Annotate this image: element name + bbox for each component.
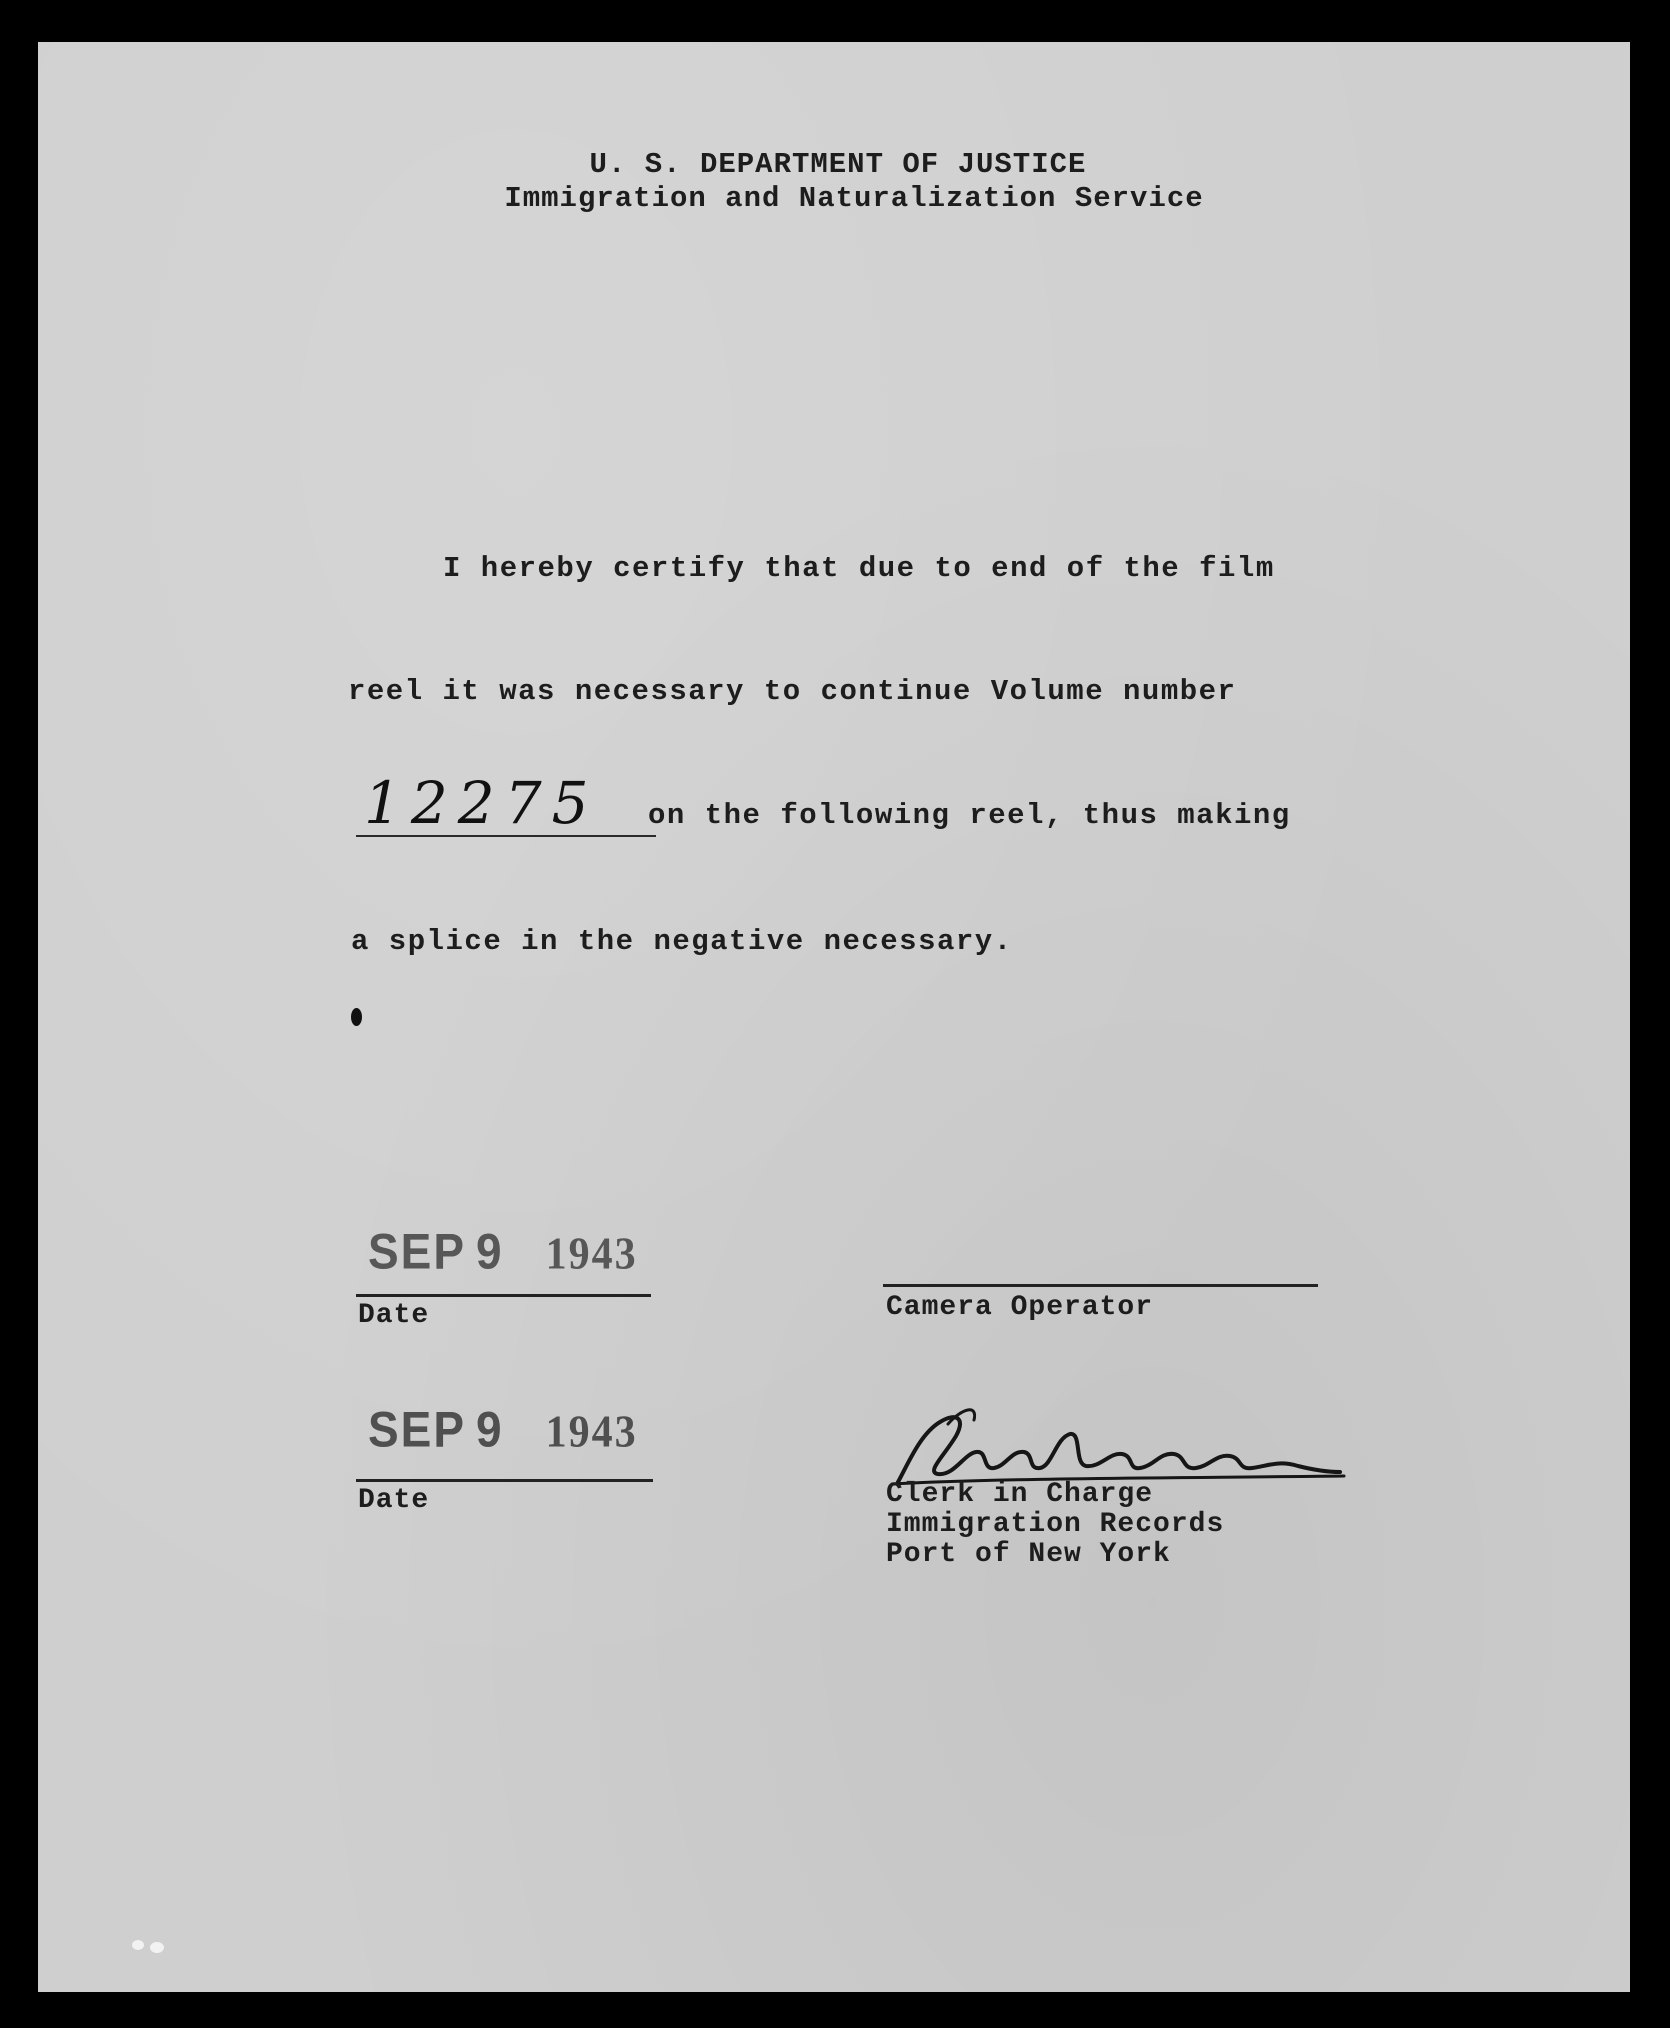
certification-line-4: a splice in the negative necessary. xyxy=(351,925,1013,958)
certification-line-1: I hereby certify that due to end of the film xyxy=(443,552,1275,585)
service-heading: Immigration and Naturalization Service xyxy=(504,182,1204,215)
date-line-2 xyxy=(356,1479,653,1482)
date-label-1: Date xyxy=(358,1300,430,1331)
date-stamp-2 xyxy=(368,1400,638,1458)
stamp-month: SEP xyxy=(368,1400,467,1458)
date-stamp-1 xyxy=(368,1222,638,1280)
film-speck xyxy=(150,1942,164,1953)
camera-operator-label: Camera Operator xyxy=(886,1292,1154,1323)
date-label-2: Date xyxy=(358,1485,430,1516)
ink-speck xyxy=(351,1008,362,1026)
volume-number-handwritten: 12275 xyxy=(356,772,656,837)
document-page xyxy=(38,42,1630,1992)
department-heading: U. S. DEPARTMENT OF JUSTICE xyxy=(589,148,1087,181)
date-line-1 xyxy=(356,1294,651,1297)
clerk-title-line-1: Clerk in Charge xyxy=(886,1479,1154,1510)
stamp-year: 1943 xyxy=(545,1229,638,1280)
film-speck xyxy=(132,1940,144,1950)
stamp-day: 9 xyxy=(476,1400,504,1458)
camera-operator-signature-line xyxy=(883,1284,1318,1287)
clerk-title-line-2: Immigration Records xyxy=(886,1509,1225,1540)
stamp-month: SEP xyxy=(368,1222,467,1280)
certification-line-3: on the following reel, thus making xyxy=(648,799,1291,832)
stamp-year: 1943 xyxy=(545,1407,638,1458)
clerk-title-block xyxy=(886,1480,1224,1570)
clerk-title-line-3: Port of New York xyxy=(886,1539,1171,1570)
stamp-day: 9 xyxy=(476,1222,504,1280)
certification-line-2: reel it was necessary to continue Volume number xyxy=(348,675,1237,708)
